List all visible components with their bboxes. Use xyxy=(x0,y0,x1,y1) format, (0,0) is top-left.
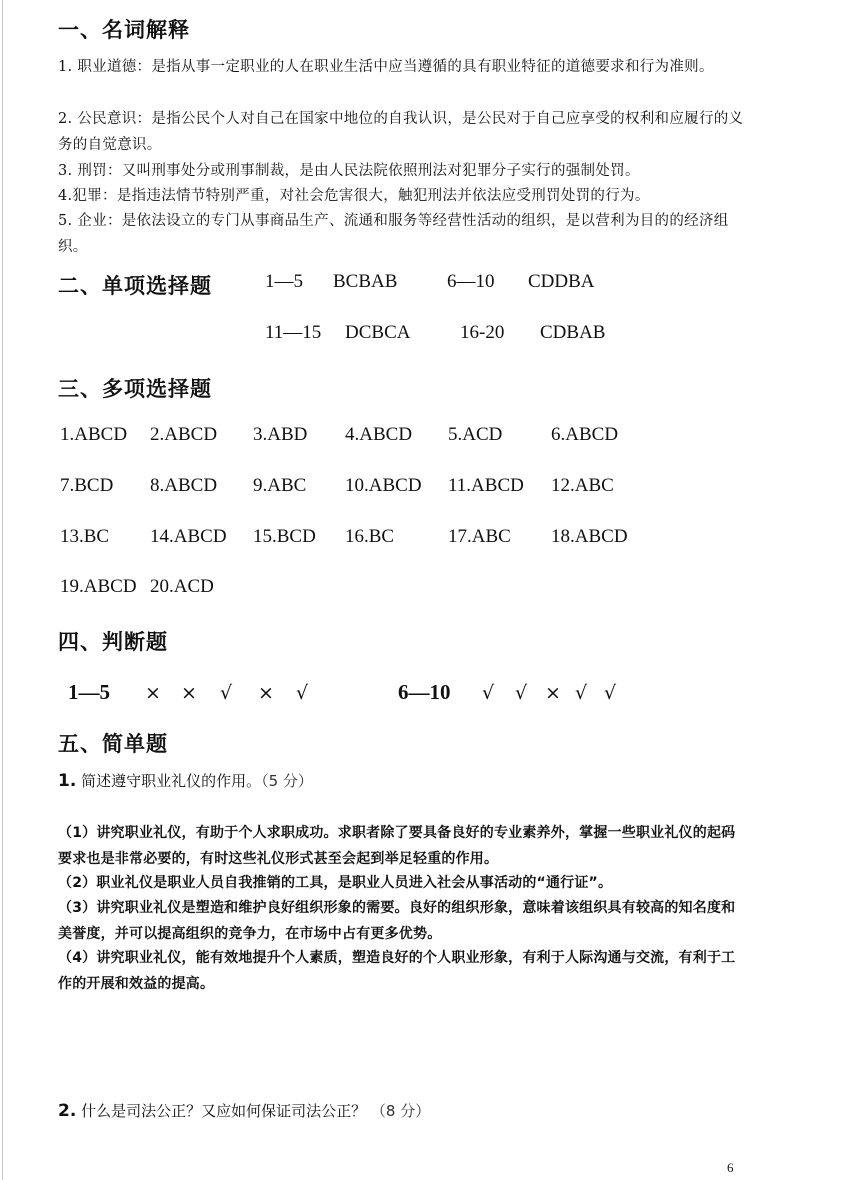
multi-choice-answer: 15.BCD xyxy=(253,526,316,547)
multi-choice-answer: 9.ABC xyxy=(253,475,307,496)
true-false-range-1: 1—5 xyxy=(68,680,110,704)
definition-3: 3. 刑罚：又叫刑事处分或刑事制裁，是由人民法院依照刑法对犯罪分子实行的强制处罚。 xyxy=(58,163,640,179)
multi-choice-answer: 20.ACD xyxy=(150,576,214,597)
answer-1-point-1: （1）讲究职业礼仪，有助于个人求职成功。求职者除了要具备良好的专业素养外，掌握一些职业礼仪的起码要求也是非常必要的，有时这些礼仪形式甚至会起到举足轻重的作用。 xyxy=(58,825,736,867)
single-choice-range-4: 16-20 xyxy=(460,322,505,343)
tf-mark-4: × xyxy=(258,682,274,704)
section-4-title: 四、判断题 xyxy=(58,630,168,654)
question-2-text: 什么是司法公正？又应如何保证司法公正？ xyxy=(81,1102,367,1120)
multi-choice-answer: 3.ABD xyxy=(253,424,308,445)
multi-choice-answer: 11.ABCD xyxy=(448,475,524,496)
section-1-title: 一、名词解释 xyxy=(58,18,190,42)
answer-1-point-2: （2）职业礼仪是职业人员自我推销的工具，是职业人员进入社会从事活动的“通行证”。 xyxy=(58,875,613,891)
section-2-title: 二、单项选择题 xyxy=(58,274,212,298)
question-1: 1. 简述遵守职业礼仪的作用。（5 分） xyxy=(58,771,313,791)
question-2-number: 2 xyxy=(58,1101,70,1121)
multi-choice-answer: 6.ABCD xyxy=(551,424,619,445)
tf-mark-1: × xyxy=(145,682,161,704)
definition-2: 2. 公民意识：是指公民个人对自己在国家中地位的自我认识，是公民对于自己应享受的权利和应履行的义务的自觉意识。 xyxy=(58,111,744,153)
multi-choice-answer: 14.ABCD xyxy=(150,526,227,547)
multi-choice-answer: 7.BCD xyxy=(60,475,114,496)
multi-choice-answer: 8.ABCD xyxy=(150,475,218,496)
page-number: 6 xyxy=(727,1160,734,1175)
multi-choice-answer: 18.ABCD xyxy=(551,526,628,547)
definition-5: 5. 企业：是依法设立的专门从事商品生产、流通和服务等经营性活动的组织，是以营利为目的的经济组织。 xyxy=(58,213,729,255)
single-choice-range-1: 1—5 xyxy=(265,271,303,292)
tf-mark-9: √ xyxy=(575,682,588,704)
multi-choice-answer: 17.ABC xyxy=(448,526,511,547)
definition-4: 4.犯罪：是指违法情节特别严重，对社会危害很大，触犯刑法并依法应受刑罚处罚的行为。 xyxy=(58,188,650,204)
multi-choice-answer: 2.ABCD xyxy=(150,424,218,445)
multi-choice-answer: 16.BC xyxy=(345,526,395,547)
single-choice-answers-3: DCBCA xyxy=(345,322,411,343)
definition-1: 1. 职业道德：是指从事一定职业的人在职业生活中应当遵循的具有职业特征的道德要求和行为准则。 xyxy=(58,59,714,75)
tf-mark-5: √ xyxy=(296,682,309,704)
multi-choice-answer: 1.ABCD xyxy=(60,424,128,445)
tf-mark-8: × xyxy=(545,682,561,704)
multi-choice-answer: 13.BC xyxy=(60,526,110,547)
tf-mark-7: √ xyxy=(515,682,528,704)
single-choice-range-2: 6—10 xyxy=(447,271,495,292)
question-2-points: （8 分） xyxy=(370,1102,431,1120)
section-5-title: 五、简单题 xyxy=(58,732,168,756)
tf-mark-10: √ xyxy=(604,682,617,704)
multi-choice-answer: 19.ABCD xyxy=(60,576,137,597)
page-edge-line xyxy=(2,0,3,1180)
tf-mark-3: √ xyxy=(220,682,233,704)
multi-choice-answer: 10.ABCD xyxy=(345,475,422,496)
multi-choice-answer: 4.ABCD xyxy=(345,424,413,445)
question-1-number: 1 xyxy=(58,771,70,791)
tf-mark-2: × xyxy=(181,682,197,704)
single-choice-answers-2: CDDBA xyxy=(528,271,595,292)
question-2: 2. 什么是司法公正？又应如何保证司法公正？ （8 分） xyxy=(58,1101,431,1121)
single-choice-range-3: 11—15 xyxy=(265,322,322,343)
section-3-title: 三、多项选择题 xyxy=(58,377,212,401)
answer-1-point-4: （4）讲究职业礼仪，能有效地提升个人素质，塑造良好的个人职业形象，有利于人际沟通与交流，有利于工作的开展和效益的提高。 xyxy=(58,950,736,992)
single-choice-answers-4: CDBAB xyxy=(540,322,606,343)
multi-choice-answer: 12.ABC xyxy=(551,475,614,496)
answer-1-point-3: （3）讲究职业礼仪是塑造和维护良好组织形象的需要。良好的组织形象，意味着该组织具有较高的知名度和美誉度，并可以提高组织的竞争力，在市场中占有更多优势。 xyxy=(58,900,736,942)
single-choice-answers-1: BCBAB xyxy=(333,271,398,292)
question-1-points: （5 分） xyxy=(261,772,313,790)
tf-mark-6: √ xyxy=(482,682,495,704)
question-1-text: 简述遵守职业礼仪的作用。 xyxy=(81,772,262,790)
true-false-range-2: 6—10 xyxy=(398,680,451,704)
multi-choice-answer: 5.ACD xyxy=(448,424,503,445)
